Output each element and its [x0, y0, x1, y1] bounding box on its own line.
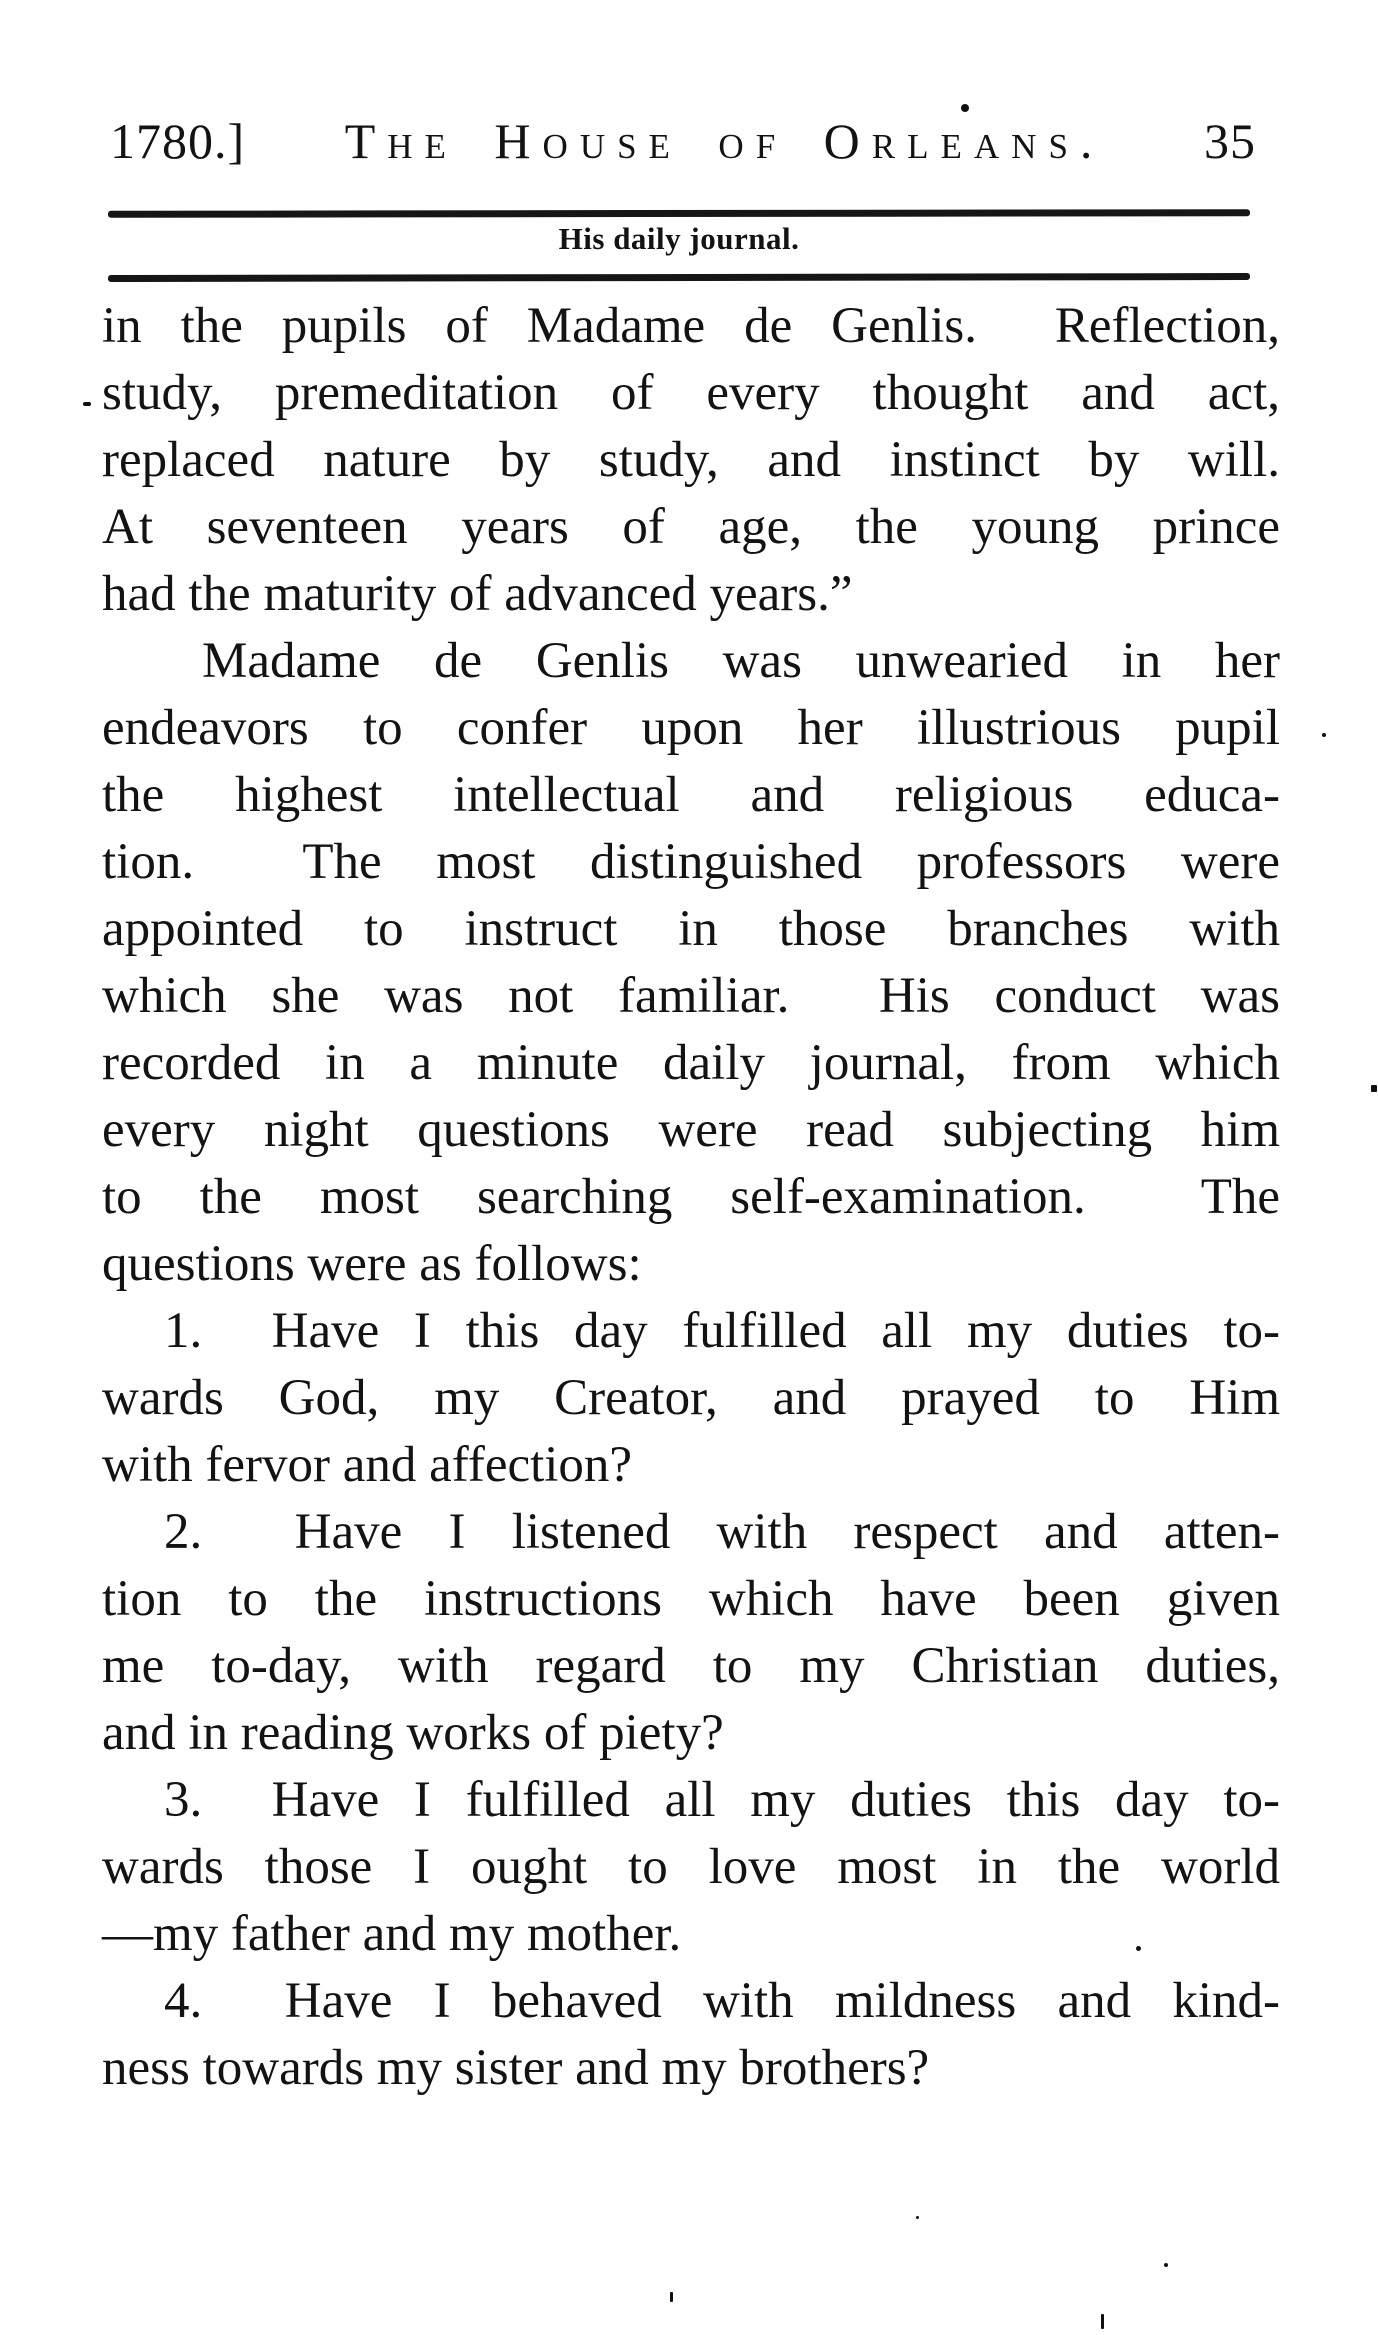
text-line: me to-day, with regard to my Christian duties,	[102, 1638, 1280, 1694]
scan-speck	[83, 402, 91, 406]
text-line: the highest intellectual and religious educa-	[102, 767, 1280, 823]
scan-speck	[1101, 2314, 1104, 2329]
text-line: 2. Have I listened with respect and atten-	[164, 1504, 1280, 1560]
running-head	[110, 112, 1256, 170]
text-line: 4. Have I behaved with mildness and kind-	[164, 1973, 1280, 2029]
scan-speck	[916, 2216, 919, 2219]
text-line: wards those I ought to love most in the world	[102, 1839, 1280, 1895]
text-line: tion. The most distinguished professors were	[102, 834, 1280, 890]
text-line: study, premeditation of every thought and act,	[102, 365, 1280, 421]
text-line: and in reading works of piety?	[102, 1705, 724, 1761]
scan-speck	[961, 104, 969, 112]
scan-speck	[1322, 733, 1326, 737]
text-line: ness towards my sister and my brothers?	[102, 2040, 930, 2096]
text-line: questions were as follows:	[102, 1236, 642, 1292]
body-text	[102, 293, 1280, 2102]
text-line: in the pupils of Madame de Genlis. Reflection,	[102, 298, 1280, 354]
text-line: Madame de Genlis was unwearied in her	[202, 633, 1280, 689]
text-line: —my father and my mother.	[102, 1906, 682, 1962]
text-line: endeavors to confer upon her illustrious pupil	[102, 700, 1280, 756]
scan-speck	[1136, 1946, 1141, 1951]
text-line: had the maturity of advanced years.”	[102, 566, 853, 622]
header-date-label: 1780.]	[110, 113, 246, 169]
text-line: with fervor and affection?	[102, 1437, 633, 1493]
scan-speck	[1164, 2263, 1168, 2267]
top-rule	[108, 209, 1250, 218]
page-number: 35	[1204, 113, 1256, 169]
text-line: At seventeen years of age, the young prince	[102, 499, 1280, 555]
text-line: 3. Have I fulfilled all my duties this day to-	[164, 1772, 1280, 1828]
text-line: tion to the instructions which have been given	[102, 1571, 1280, 1627]
header-title: The House of Orleans.	[344, 113, 1105, 169]
text-line: which she was not familiar. His conduct was	[102, 968, 1280, 1024]
bottom-rule	[108, 273, 1250, 282]
text-line: 1. Have I this day fulfilled all my duties to-	[164, 1303, 1280, 1359]
text-line: to the most searching self-examination. The	[102, 1169, 1280, 1225]
text-line: every night questions were read subjecting him	[102, 1102, 1280, 1158]
text-line: wards God, my Creator, and prayed to Him	[102, 1370, 1280, 1426]
scan-speck	[670, 2292, 673, 2302]
text-line: replaced nature by study, and instinct by will.	[102, 432, 1280, 488]
text-line: recorded in a minute daily journal, from which	[102, 1035, 1280, 1091]
scan-speck	[1371, 1085, 1377, 1092]
text-line: appointed to instruct in those branches with	[102, 901, 1280, 957]
section-heading: His daily journal.	[558, 221, 800, 256]
